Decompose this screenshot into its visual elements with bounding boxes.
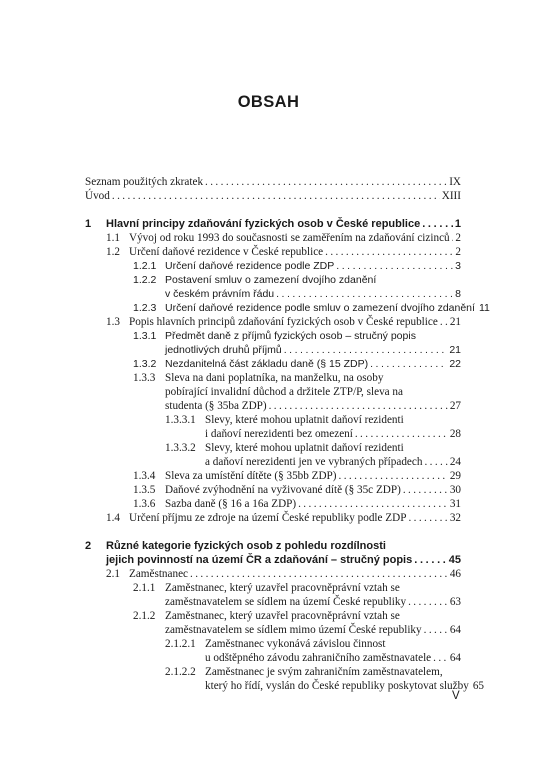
toc-entry bbox=[133, 273, 461, 301]
toc-entry bbox=[106, 511, 461, 525]
toc-entry-title: Daňové zvýhodnění na vyživované dítě (§ 35c ZDP) bbox=[165, 484, 401, 496]
toc-entry-title: studenta (§ 35ba ZDP) bbox=[165, 400, 267, 412]
toc-entry-title: Nezdanitelná část základu daně (§ 15 ZDP) bbox=[165, 358, 369, 370]
toc-entry-page: 3 bbox=[455, 260, 461, 272]
toc-entry-title: Postavení smluv o zamezení dvojího zdanění bbox=[165, 274, 377, 286]
dot-leader bbox=[325, 245, 453, 259]
toc-entry bbox=[133, 581, 461, 609]
toc-entry-number: 1.3.3.2 bbox=[165, 442, 196, 454]
toc-entry-page: XIII bbox=[441, 190, 461, 202]
toc-entry-title: který ho řídí, vyslán do České republiky poskytovat služby bbox=[205, 680, 469, 692]
toc-entry-title: Zaměstnanec, který uzavřel pracovněprávní vztah se bbox=[165, 610, 400, 622]
toc-entry-number: 1.3.3.1 bbox=[165, 414, 196, 426]
toc-entry bbox=[106, 567, 461, 581]
toc-entry-page: 29 bbox=[449, 470, 461, 482]
toc-entry-number: 1.3 bbox=[106, 316, 120, 328]
toc-entry-title: Zaměstnanec vykonává závislou činnost bbox=[205, 638, 386, 650]
dot-leader bbox=[424, 623, 448, 637]
dot-leader bbox=[190, 567, 448, 581]
dot-leader bbox=[408, 511, 447, 525]
toc-entry-title: Určení daňové rezidence podle smluv o zamezení dvojího zdanění bbox=[165, 302, 475, 314]
toc-entry-page: 8 bbox=[455, 288, 461, 300]
toc-entry bbox=[85, 217, 461, 231]
dot-leader bbox=[269, 399, 448, 413]
toc-entry-number: 1.3.6 bbox=[133, 498, 156, 510]
dot-leader bbox=[422, 217, 453, 231]
dot-leader bbox=[336, 259, 453, 273]
toc-entry-number: 2.1 bbox=[106, 568, 120, 580]
dot-leader bbox=[414, 553, 447, 567]
toc-entry-page: 21 bbox=[449, 344, 461, 356]
toc-entry-page: 21 bbox=[449, 316, 461, 328]
dot-leader bbox=[440, 315, 448, 329]
dot-leader bbox=[284, 343, 448, 357]
dot-leader bbox=[424, 455, 447, 469]
toc-entry-title: zaměstnavatelem se sídlem mimo území České republiky bbox=[165, 624, 422, 636]
toc-entry-page: 11 bbox=[478, 302, 490, 314]
toc-heading: OBSAH bbox=[237, 93, 300, 111]
toc-entry-title: Zaměstnanec, který uzavřel pracovněprávní vztah se bbox=[165, 582, 400, 594]
toc-entry bbox=[0, 175, 461, 189]
toc-entry-number: 1.1 bbox=[106, 232, 120, 244]
toc-entry bbox=[133, 371, 461, 413]
page-number: V bbox=[452, 690, 460, 702]
dot-leader bbox=[112, 189, 440, 203]
toc-entry-number: 1.3.3 bbox=[133, 372, 156, 384]
toc-entry-page: 64 bbox=[449, 652, 461, 664]
dot-leader bbox=[298, 497, 448, 511]
toc-entry-title: Sleva na dani poplatníka, na manželku, na osoby bbox=[165, 372, 384, 384]
toc-entry-title: zaměstnavatelem se sídlem na území České republiky bbox=[165, 596, 407, 608]
toc-entry-page: 63 bbox=[449, 596, 461, 608]
dot-leader bbox=[433, 651, 448, 665]
toc-entry bbox=[106, 245, 461, 259]
toc-entry-number: 2.1.2.2 bbox=[165, 666, 196, 678]
toc-entry-title: Určení daňové rezidence v České republice bbox=[129, 246, 324, 258]
toc-entry-page: 46 bbox=[449, 568, 461, 580]
toc-entry bbox=[133, 483, 461, 497]
toc-entry bbox=[0, 189, 461, 203]
toc-entry-title: u odštěpného závodu zahraničního zaměstnavatele bbox=[205, 652, 432, 664]
dot-leader bbox=[452, 231, 454, 245]
dot-leader bbox=[339, 469, 448, 483]
toc-entry-title: Úvod bbox=[85, 190, 110, 202]
toc-entry-page: 22 bbox=[449, 358, 461, 370]
toc-entry-title: Určení daňové rezidence podle ZDP bbox=[165, 260, 335, 272]
toc-entry-page: 45 bbox=[448, 554, 461, 566]
toc-entry-page: 30 bbox=[449, 484, 461, 496]
toc-entry bbox=[133, 329, 461, 357]
toc-entry-page: 24 bbox=[449, 456, 461, 468]
dot-leader bbox=[355, 427, 448, 441]
toc-entry-page: 2 bbox=[455, 232, 461, 244]
toc-entry-page: 2 bbox=[455, 246, 461, 258]
toc-entry bbox=[165, 637, 461, 665]
toc-entry-number: 1.2 bbox=[106, 246, 120, 258]
toc-entry-number: 1.3.4 bbox=[133, 470, 156, 482]
toc-entry-number: 1.2.2 bbox=[133, 274, 157, 286]
toc-entry-title: pobírající invalidní důchod a držitele ZTP/P, sleva na bbox=[165, 386, 403, 398]
toc-entry-title: a daňoví nerezidenti jen ve vybraných případech bbox=[205, 456, 423, 468]
toc-entry-title: Zaměstnanec je svým zahraničním zaměstnavatelem, bbox=[205, 666, 443, 678]
toc-entry bbox=[165, 665, 484, 693]
toc-entry-number: 1.3.1 bbox=[133, 330, 157, 342]
toc-entry-page: 1 bbox=[454, 218, 461, 230]
toc-entry-title: i daňoví nerezidenti bez omezení bbox=[205, 428, 353, 440]
toc-entry-title: Popis hlavních principů zdaňování fyzických osob v České republice bbox=[129, 316, 438, 328]
toc-entry-number: 1.3.2 bbox=[133, 358, 157, 370]
toc-entry bbox=[133, 497, 461, 511]
toc-entry bbox=[133, 469, 461, 483]
toc-entry-title: Sazba daně (§ 16 a 16a ZDP) bbox=[165, 498, 297, 510]
toc-entry-page: 31 bbox=[449, 498, 461, 510]
toc-entry-title: jejich povinností na území ČR a zdaňování – stručný popis bbox=[106, 554, 413, 566]
toc-entry-title: jednotlivých druhů příjmů bbox=[165, 344, 282, 356]
dot-leader bbox=[408, 595, 448, 609]
dot-leader bbox=[403, 483, 448, 497]
toc-entry-title: Různé kategorie fyzických osob z pohledu rozdílnosti bbox=[106, 540, 386, 552]
dot-leader bbox=[370, 357, 447, 371]
toc-entry-number: 1 bbox=[85, 218, 92, 230]
toc-entry-number: 2.1.1 bbox=[133, 582, 156, 594]
toc-entry-number: 1.4 bbox=[106, 512, 120, 524]
toc-entry-title: Slevy, které mohou uplatnit daňoví rezidenti bbox=[205, 414, 404, 426]
toc-entry bbox=[133, 259, 461, 273]
toc-entry-title: Hlavní principy zdaňování fyzických osob v České republice bbox=[106, 218, 421, 230]
toc-entry bbox=[133, 301, 490, 315]
toc-entry bbox=[133, 357, 461, 371]
dot-leader bbox=[276, 287, 453, 301]
toc-entry bbox=[85, 539, 461, 567]
toc-entry-page: 27 bbox=[449, 400, 461, 412]
dot-leader bbox=[205, 175, 447, 189]
toc-entry bbox=[106, 315, 461, 329]
toc-entry-title: v českém právním řádu bbox=[165, 288, 275, 300]
toc-entry-title: Vývoj od roku 1993 do současnosti se zaměřením na zdaňování cizinců bbox=[129, 232, 450, 244]
toc-entry-title: Sleva za umístění dítěte (§ 35bb ZDP) bbox=[165, 470, 337, 482]
toc-entry-page: 28 bbox=[449, 428, 461, 440]
toc-entry-page: 65 bbox=[472, 680, 484, 692]
toc-entry-page: 64 bbox=[449, 624, 461, 636]
toc-entry-number: 2 bbox=[85, 540, 92, 552]
toc-entry-number: 2.1.2.1 bbox=[165, 638, 196, 650]
toc-entry bbox=[165, 441, 461, 469]
toc-entry-title: Zaměstnanec bbox=[129, 568, 189, 580]
toc-entry-page: 32 bbox=[449, 512, 461, 524]
toc-entry-number: 2.1.2 bbox=[133, 610, 156, 622]
toc-entry-title: Určení příjmu ze zdroje na území České republiky podle ZDP bbox=[129, 512, 407, 524]
toc-entry-title: Předmět daně z příjmů fyzických osob – stručný popis bbox=[165, 330, 416, 342]
toc-entry-title: Seznam použitých zkratek bbox=[85, 176, 204, 188]
toc-entry-number: 1.3.5 bbox=[133, 484, 156, 496]
toc-entry-number: 1.2.3 bbox=[133, 302, 157, 314]
toc-entry bbox=[106, 231, 461, 245]
toc-entry-title: Slevy, které mohou uplatnit daňoví rezidenti bbox=[205, 442, 404, 454]
toc-entry-number: 1.2.1 bbox=[133, 260, 157, 272]
toc-entry-page: IX bbox=[449, 176, 461, 188]
toc-entry bbox=[165, 413, 461, 441]
toc-entry bbox=[133, 609, 461, 637]
